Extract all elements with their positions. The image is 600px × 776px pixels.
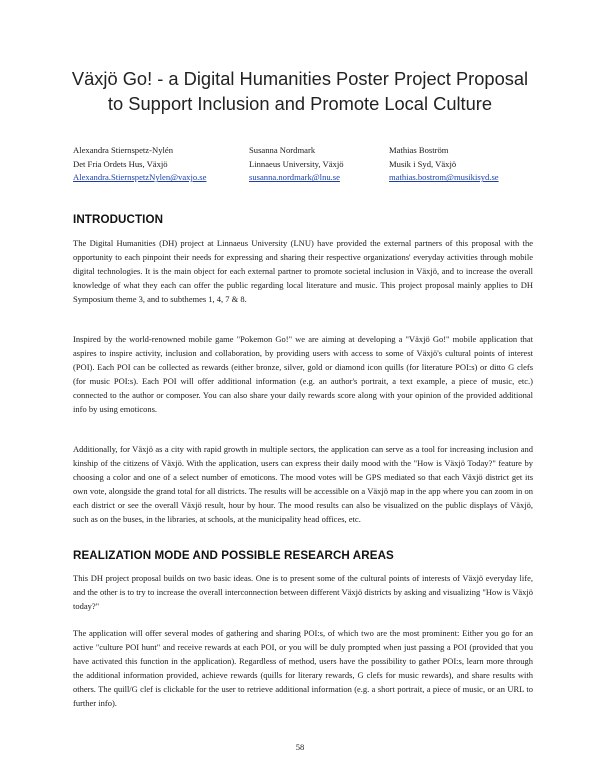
author-1 <box>73 144 206 185</box>
author-email-link[interactable]: mathias.bostrom@musikisyd.se <box>389 172 499 183</box>
intro-paragraph-2: Inspired by the world-renowned mobile game "Pokemon Go!" we are aiming at developing a "Växjö Go!" mobile application that aspires to inspire activity, inclusion and collaboration, by providing users with access to some of Växjö's cultural points of interest (POI). Each POI can be collected as rewards (either bronze, silver, gold or diamond icon quills (for literature POI:s) or ditto G clefs (for music POI:s). Each POI will offer additional information (e.g. an author's portrait, a text example, a piece of music, etc.) connected to the author or composer. You can also share your daily rewards score along with your opinion of the provided additional info by using emoticons. <box>73 334 533 414</box>
intro-paragraph-3: Additionally, for Växjö as a city with rapid growth in multiple sectors, the application can serve as a tool for increasing inclusion and kinship of the citizens of Växjö. With the application, users can express their daily mood with the "How is Växjö Today?" feature by choosing a color and one of a select number of emoticons. The mood votes will be GPS mediated so that each Växjö district get its own vote, alongside the grand total for all districts. The results will be accessible on a Växjö map in the app where you can zoom in on each district or see the overall Växjö result, hour by hour. The mood results can also be visualized on the public displays of Växjö, such as on the buses, in the libraries, at schools, at the municipality head offices, etc. <box>73 444 533 524</box>
author-name: Mathias Boström <box>389 145 449 155</box>
author-affiliation: Det Fria Ordets Hus, Växjö <box>73 158 168 169</box>
author-3 <box>389 144 499 185</box>
realization-heading: REALIZATION MODE AND POSSIBLE RESEARCH AREAS <box>73 549 394 562</box>
realization-paragraph-2: The application will offer several modes of gathering and sharing POI:s, of which two are the most prominent: Either you go for an active "culture POI hunt" and receive rewards at each POI, or you will be duly prompted when just passing a POI (provided that you have activated this function in the application). Regardless of method, users have the possibility to gather POI:s, learn more through the additional information provided, achieve rewards (quills for literary rewards, G clefs for music rewards), and share results with others. The quill/G clef is clickable for the user to retrieve additional information (e.g. a short portrait, a piece of music, or an URL to further info). <box>73 628 533 708</box>
author-affiliation: Linnaeus University, Växjö <box>249 158 344 169</box>
introduction-heading: INTRODUCTION <box>73 213 164 226</box>
intro-paragraph-1: The Digital Humanities (DH) project at Linnaeus University (LNU) have provided the external partners of this proposal with the opportunity to each pinpoint their needs for expressing and sharing their respective organizations' everyday activities through mobile digital technologies. It is the main object for each external partner to promote societal inclusion in Växjö, and to increase the overall knowledge of what they each can offer the public regarding local literature and music. This project proposal mainly applies to DH Symposium theme 3, and to subthemes 1, 4, 7 & 8. <box>73 238 533 304</box>
paper-title <box>0 66 600 116</box>
author-affiliation: Musik i Syd, Växjö <box>389 158 457 169</box>
title-line-2: to Support Inclusion and Promote Local Culture <box>107 93 493 114</box>
realization-paragraph-1: This DH project proposal builds on two basic ideas. One is to present some of the cultural points of interests of Växjö everyday life, and the other is to try to increase the overall interconnection between different Växjö districts by asking and visualizing "How is Växjö today?" <box>73 573 533 611</box>
author-email-link[interactable]: susanna.nordmark@lnu.se <box>249 172 340 183</box>
author-email-link[interactable]: Alexandra.StiernspetzNylen@vaxjo.se <box>73 172 207 183</box>
page-number: 58 <box>295 742 305 752</box>
author-name: Alexandra Stiernspetz-Nylén <box>73 145 173 155</box>
title-line-1: Växjö Go! - a Digital Humanities Poster Project Proposal <box>71 68 529 89</box>
author-name: Susanna Nordmark <box>249 145 316 155</box>
author-2 <box>249 144 344 185</box>
